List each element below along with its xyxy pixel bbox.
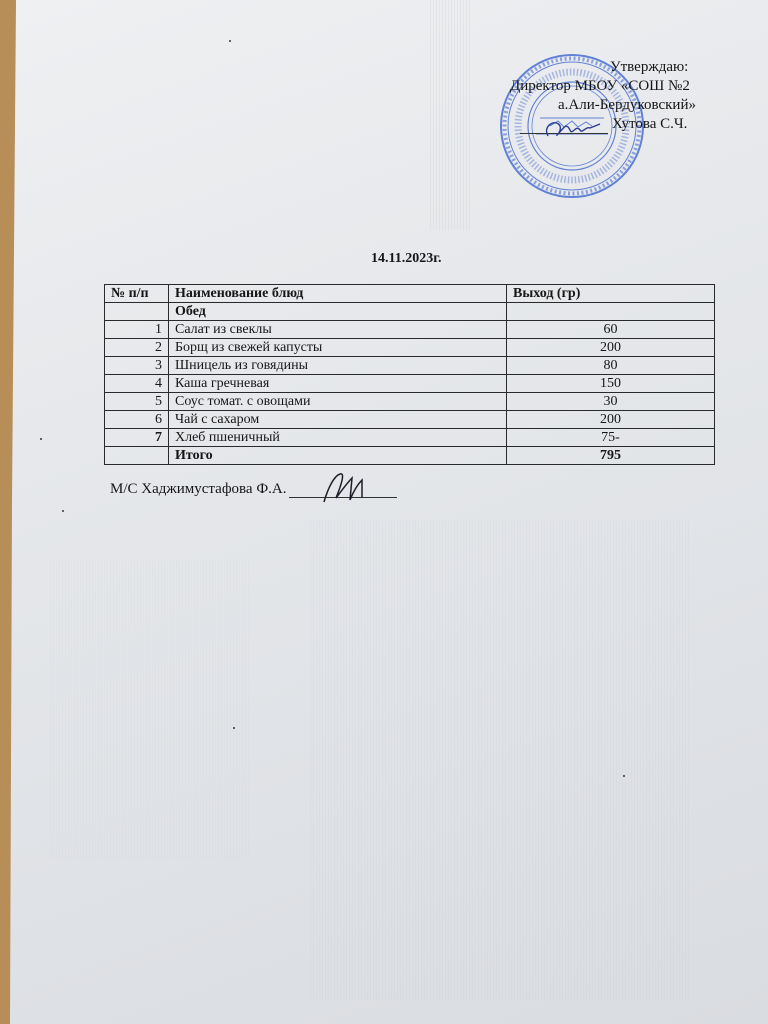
table-cell (105, 447, 169, 465)
paper-speck (229, 40, 231, 42)
dish-name: Шницель из говядины (169, 357, 507, 375)
nurse-name: М/С Хаджимустафова Ф.А. (110, 481, 287, 497)
table-row (105, 375, 715, 393)
row-number: 3 (105, 357, 169, 375)
scan-artifact (50, 560, 250, 860)
approval-title: Утверждаю: (610, 59, 689, 75)
approval-signature-row (490, 115, 730, 134)
approval-block (490, 58, 730, 134)
table-header-row (105, 285, 715, 303)
total-row (105, 447, 715, 465)
dish-yield: 200 (507, 339, 715, 357)
column-header-yield: Выход (гр) (507, 285, 715, 303)
dish-yield: 200 (507, 411, 715, 429)
row-number: 5 (105, 393, 169, 411)
menu-table (104, 284, 715, 465)
row-number: 6 (105, 411, 169, 429)
scan-artifact (310, 520, 690, 1000)
dish-yield: 80 (507, 357, 715, 375)
director-name: Хутова С.Ч. (612, 116, 688, 132)
dish-yield: 60 (507, 321, 715, 339)
total-label: Итого (169, 447, 507, 465)
dish-name: Каша гречневая (169, 375, 507, 393)
paper-speck (40, 438, 42, 440)
dish-name: Чай с сахаром (169, 411, 507, 429)
table-row (105, 393, 715, 411)
document-sheet (10, 0, 768, 1024)
row-number: 4 (105, 375, 169, 393)
table-row (105, 321, 715, 339)
table-row (105, 429, 715, 447)
table-row (105, 357, 715, 375)
paper-speck (233, 727, 235, 729)
dish-name: Соус томат. с овощами (169, 393, 507, 411)
menu-date: 14.11.2023г. (371, 251, 442, 266)
dish-yield: 150 (507, 375, 715, 393)
approval-organization: а.Али-Бердуковский» (558, 97, 696, 113)
scan-artifact (430, 0, 470, 230)
dish-name: Борщ из свежей капусты (169, 339, 507, 357)
director-signature-icon (540, 112, 610, 146)
dish-yield: 30 (507, 393, 715, 411)
table-cell (507, 303, 715, 321)
table-row (105, 339, 715, 357)
row-number: 2 (105, 339, 169, 357)
nurse-signature-icon (318, 468, 378, 508)
paper-speck (62, 510, 64, 512)
column-header-dish: Наименование блюд (169, 285, 507, 303)
dish-name: Хлеб пшеничный (169, 429, 507, 447)
section-label: Обед (169, 303, 507, 321)
column-header-number: № п/п (105, 285, 169, 303)
approval-position: Директор МБОУ «СОШ №2 (510, 78, 690, 94)
dish-name: Салат из свеклы (169, 321, 507, 339)
table-cell (105, 303, 169, 321)
row-number: 7 (105, 429, 169, 447)
dish-yield: 75- (507, 429, 715, 447)
row-number: 1 (105, 321, 169, 339)
total-value: 795 (507, 447, 715, 465)
table-row (105, 411, 715, 429)
paper-speck (623, 775, 625, 777)
section-row (105, 303, 715, 321)
